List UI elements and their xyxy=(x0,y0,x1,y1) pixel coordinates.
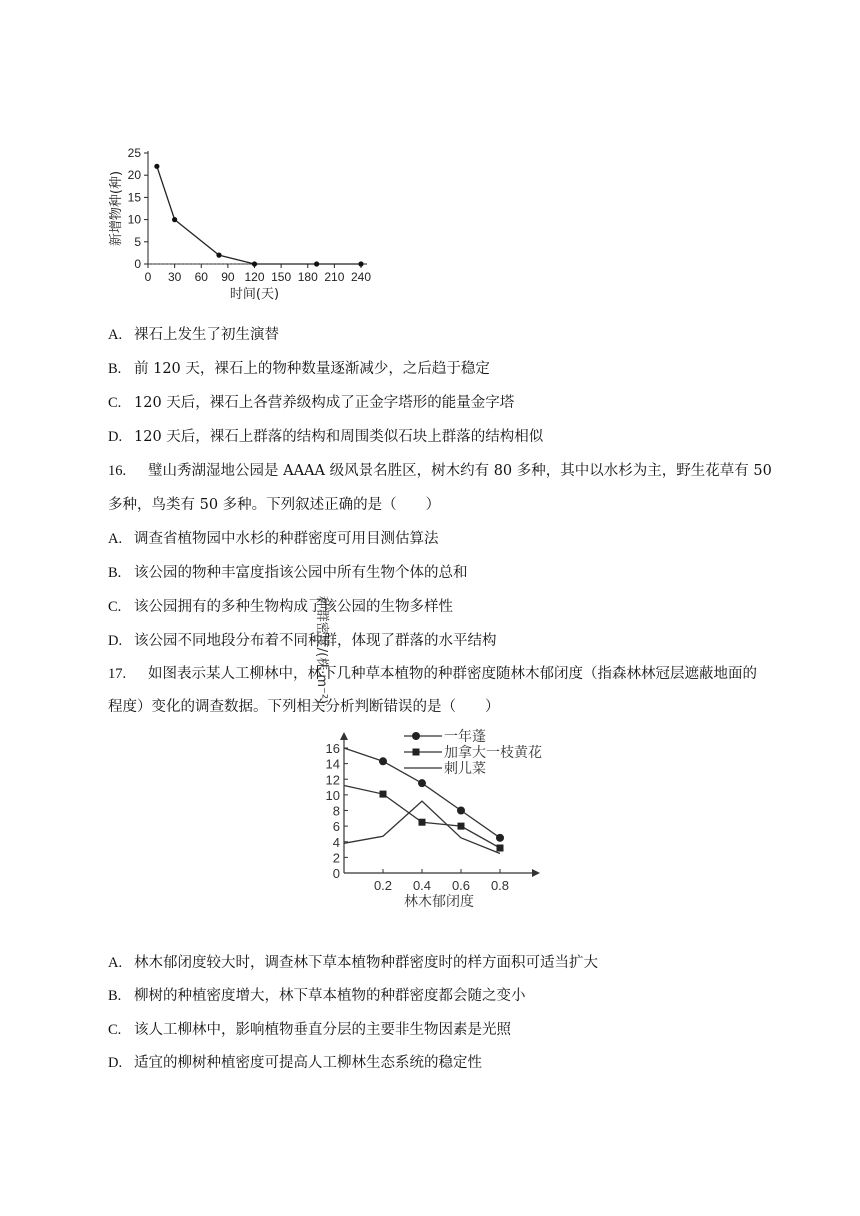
y-tick-label: 12 xyxy=(325,772,340,788)
x-tick-label: 0.6 xyxy=(451,878,471,893)
data-point-circle xyxy=(379,757,387,765)
y-tick-label: 10 xyxy=(325,787,340,803)
q17-option-d: D. 适宜的柳树种植密度可提高人工柳林生态系统的稳定性 xyxy=(108,1055,482,1071)
data-point-circle xyxy=(418,779,426,787)
legend-label: 一年蓬 xyxy=(444,729,486,745)
x-tick-label: 0.8 xyxy=(490,878,510,893)
y-axis-title: 新增物种(种) xyxy=(109,170,124,247)
data-point xyxy=(358,261,363,266)
x-tick-label: 180 xyxy=(297,270,318,284)
x-tick-label: 120 xyxy=(244,270,265,284)
data-point-circle xyxy=(457,807,465,815)
y-tick-label: 4 xyxy=(332,834,340,850)
q17-option-a: A. 林木郁闭度较大时，调查林下草本植物种群密度时的样方面积可适当扩大 xyxy=(108,955,598,971)
legend-label: 刺儿菜 xyxy=(444,761,486,777)
q16-stem-line2: 多种，鸟类有 50 多种。下列叙述正确的是（ ） xyxy=(108,497,441,513)
y-tick-label: 15 xyxy=(127,190,141,205)
x-tick-label: 210 xyxy=(324,270,345,284)
q17-option-c: C. 该人工柳林中，影响植物垂直分层的主要非生物因素是光照 xyxy=(108,1022,511,1038)
y-tick-label: 25 xyxy=(127,146,141,160)
q16-stem-line1: 16. 璧山秀湖湿地公园是 AAAA 级风景名胜区，树木约有 80 多种，其中以水杉为主，野生花草有 50 xyxy=(108,463,772,479)
q17-stem-line1: 17. 如图表示某人工柳林中，林下几种草本植物的种群密度随林木郁闭度（指森林林冠层遮蔽地面的 xyxy=(108,666,757,682)
y-tick-label: 10 xyxy=(127,212,141,227)
q17-stem-line2: 程度）变化的调查数据。下列相关分析判断错误的是（ ） xyxy=(108,699,500,715)
y-tick-label: 5 xyxy=(134,234,141,249)
x-tick-label: 30 xyxy=(167,270,182,284)
chart-new-species xyxy=(100,140,390,315)
series-line-3 xyxy=(344,801,500,853)
x-axis-title: 时间(天) xyxy=(229,287,280,302)
data-point-square xyxy=(497,845,504,852)
data-point-square xyxy=(380,791,387,798)
x-tick-label: 0 xyxy=(144,270,152,284)
x-axis-arrow xyxy=(532,869,540,877)
data-point xyxy=(252,261,257,266)
data-point xyxy=(154,164,159,169)
q15-option-a: A. 裸石上发生了初生演替 xyxy=(108,327,279,343)
data-point-square xyxy=(458,823,465,830)
x-tick-label: 240 xyxy=(350,270,372,284)
x-tick-label: 0.2 xyxy=(373,878,393,893)
y-tick-label: 0 xyxy=(332,866,340,881)
x-tick-label: 90 xyxy=(221,270,235,284)
data-point xyxy=(216,253,221,258)
y-tick-label: 16 xyxy=(325,741,340,756)
q16-option-c: C. 该公园拥有的多种生物构成了该公园的生物多样性 xyxy=(108,599,453,615)
q15-option-d: D. 120 天后，裸石上群落的结构和周围类似石块上群落的结构相似 xyxy=(108,429,544,445)
y-axis-arrow xyxy=(340,732,348,740)
legend-label: 加拿大一枝黄花 xyxy=(444,745,542,761)
q16-option-b: B. 该公园的物种丰富度指该公园中所有生物个体的总和 xyxy=(108,565,468,581)
data-point-square xyxy=(419,819,426,826)
series-line xyxy=(157,166,361,264)
q15-option-c: C. 120 天后，裸石上各营养级构成了正金字塔形的能量金字塔 xyxy=(108,395,515,411)
y-tick-label: 6 xyxy=(332,819,340,835)
y-tick-label: 2 xyxy=(332,850,340,866)
data-point xyxy=(314,261,319,266)
legend-marker-circle xyxy=(412,732,420,740)
legend-marker-square xyxy=(413,749,420,756)
x-axis-title: 林木郁闭度 xyxy=(404,894,474,910)
q15-option-b: B. 前 120 天，裸石上的物种数量逐渐减少，之后趋于稳定 xyxy=(108,361,490,377)
q16-option-d: D. 该公园不同地段分布着不同种群，体现了群落的水平结构 xyxy=(108,633,497,649)
data-point-circle xyxy=(496,834,504,842)
y-tick-label: 14 xyxy=(325,756,340,772)
q16-option-a: A. 调查省植物园中水杉的种群密度可用目测估算法 xyxy=(108,531,439,547)
y-tick-label: 20 xyxy=(127,168,141,183)
data-point xyxy=(172,217,177,222)
q17-option-b: B. 柳树的种植密度增大，林下草本植物的种群密度都会随之变小 xyxy=(108,988,526,1004)
y-tick-label: 0 xyxy=(134,257,141,271)
y-tick-label: 8 xyxy=(332,803,340,819)
x-tick-label: 150 xyxy=(271,270,292,284)
x-tick-label: 0.4 xyxy=(412,878,432,893)
y-axis-title: 种群密度/(株·m⁻²) xyxy=(314,595,329,705)
x-tick-label: 60 xyxy=(194,270,208,284)
